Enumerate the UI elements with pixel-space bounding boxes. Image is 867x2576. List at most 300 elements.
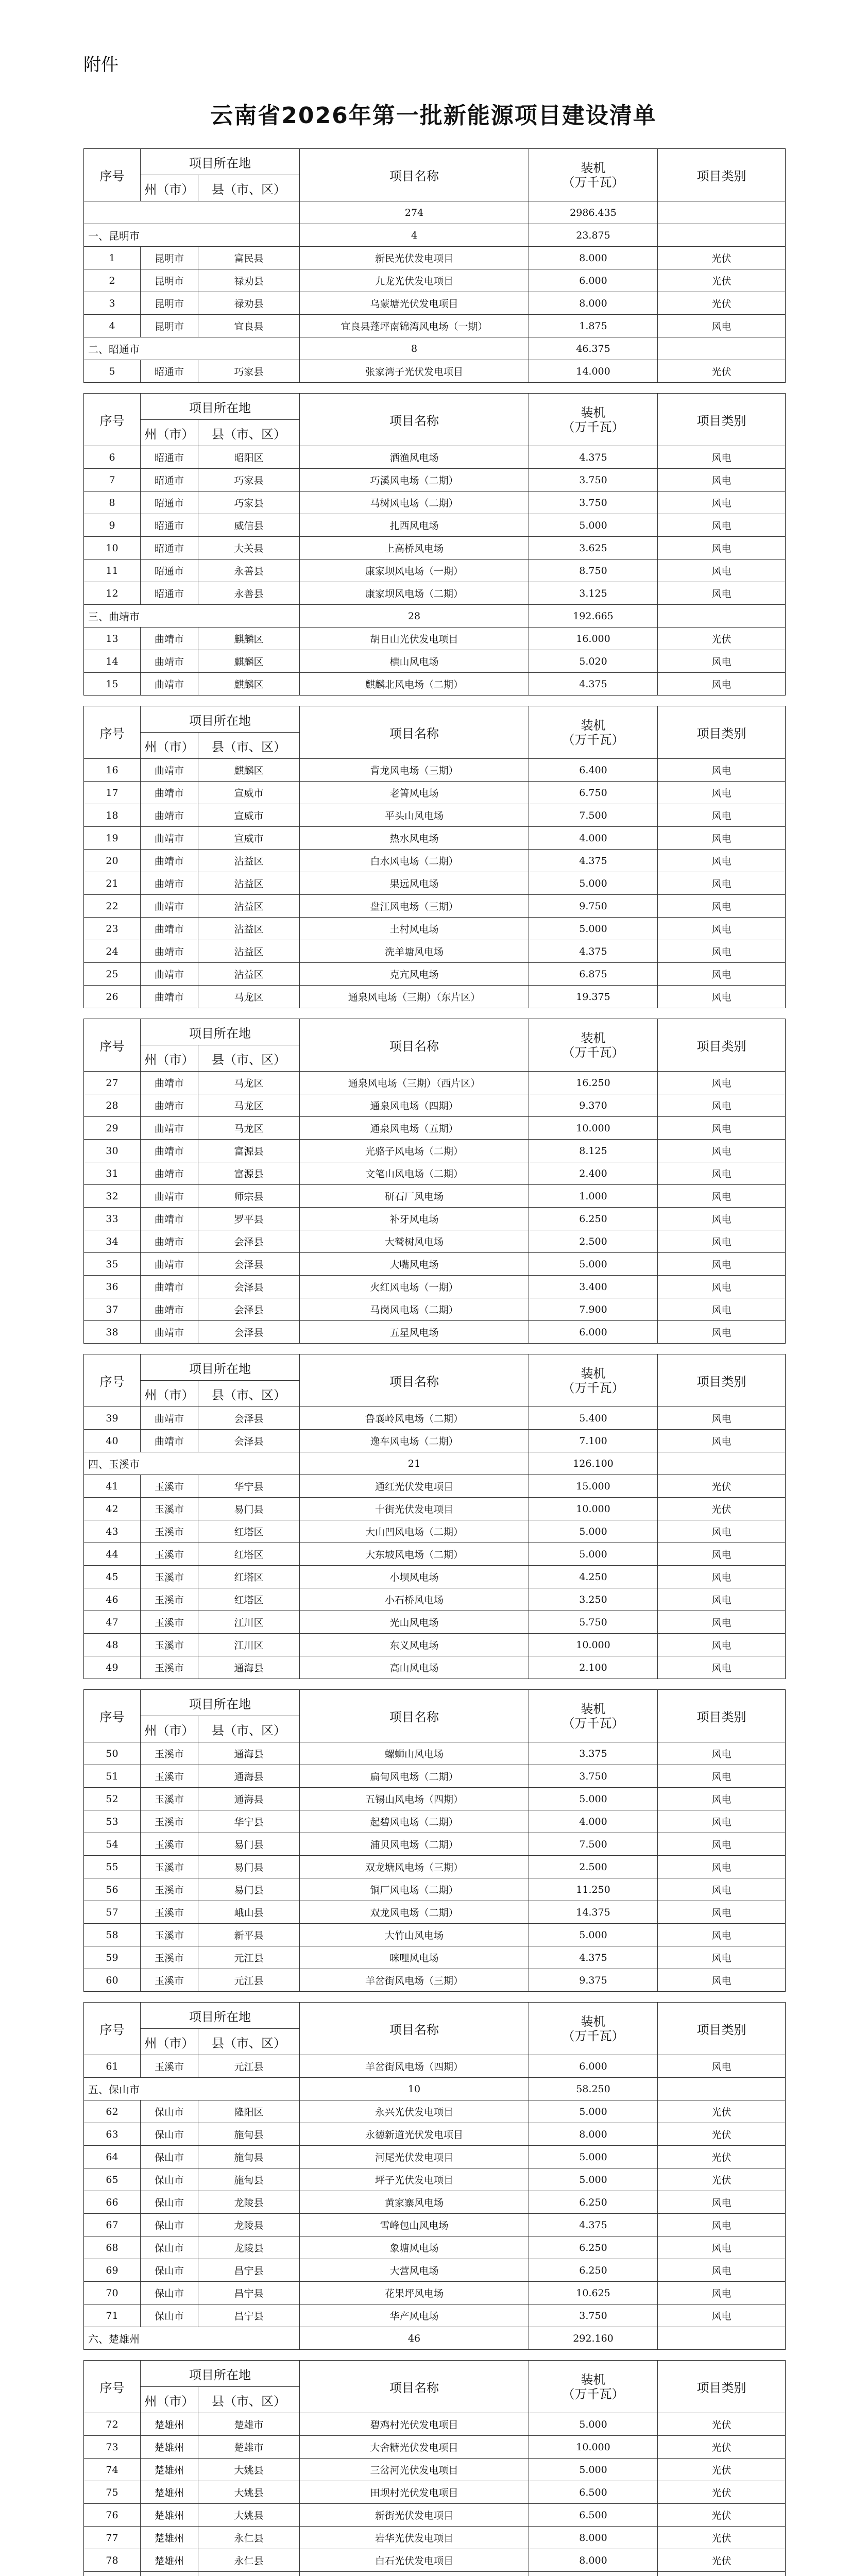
row-capacity: 6.250	[529, 2191, 658, 2214]
row-project-name: 横山风电场	[300, 650, 529, 673]
row-capacity: 3.250	[529, 1588, 658, 1611]
header-county: 县（市、区）	[198, 175, 300, 201]
row-seq: 67	[84, 2214, 141, 2236]
row-county: 施甸县	[198, 2123, 300, 2146]
group-count: 8	[300, 337, 529, 360]
group-category-blank	[658, 224, 786, 247]
row-capacity: 5.000	[529, 1520, 658, 1543]
row-project-name: 通泉风电场（三期）（东片区）	[300, 986, 529, 1008]
row-capacity: 6.000	[529, 1321, 658, 1344]
row-county: 龙陵县	[198, 2236, 300, 2259]
row-prefecture: 玉溪市	[141, 1833, 198, 1856]
row-prefecture: 保山市	[141, 2123, 198, 2146]
row-project-name: 永德新道光伏发电项目	[300, 2123, 529, 2146]
row-prefecture: 曲靖市	[141, 759, 198, 782]
row-prefecture: 保山市	[141, 2191, 198, 2214]
group-row	[84, 337, 786, 360]
table-row	[84, 804, 786, 827]
row-category: 风电	[658, 1856, 786, 1878]
header-capacity: 装机 （万千瓦）	[529, 1690, 658, 1742]
row-prefecture: 玉溪市	[141, 1810, 198, 1833]
row-project-name: 东义风电场	[300, 1634, 529, 1656]
row-seq: 12	[84, 582, 141, 605]
table-row	[84, 1298, 786, 1321]
row-capacity: 8.000	[529, 2549, 658, 2572]
row-prefecture: 曲靖市	[141, 1094, 198, 1117]
table-row	[84, 650, 786, 673]
table-row	[84, 1162, 786, 1185]
header-prefecture: 州（市）	[141, 1045, 198, 1072]
header-project-name: 项目名称	[300, 394, 529, 446]
row-project-name: 三岔河光伏发电项目	[300, 2459, 529, 2481]
row-category: 风电	[658, 2191, 786, 2214]
row-prefecture: 曲靖市	[141, 963, 198, 986]
row-category: 风电	[658, 1656, 786, 1679]
row-category: 风电	[658, 1117, 786, 1140]
row-project-name: 扁甸风电场（二期）	[300, 1765, 529, 1788]
table-row	[84, 782, 786, 804]
table-row	[84, 1520, 786, 1543]
table-row	[84, 940, 786, 963]
row-seq: 19	[84, 827, 141, 850]
row-county: 巧家县	[198, 492, 300, 514]
row-seq: 41	[84, 1475, 141, 1498]
row-category: 风电	[658, 1901, 786, 1924]
row-prefecture: 曲靖市	[141, 650, 198, 673]
row-project-name: 鲁襄岭风电场（二期）	[300, 1407, 529, 1430]
table-row	[84, 918, 786, 940]
row-county: 红塔区	[198, 1588, 300, 1611]
row-project-name: 岩华光伏发电项目	[300, 2527, 529, 2549]
row-seq: 52	[84, 1788, 141, 1810]
row-prefecture: 曲靖市	[141, 1430, 198, 1452]
row-seq: 6	[84, 446, 141, 469]
row-capacity: 4.375	[529, 850, 658, 872]
row-capacity: 6.875	[529, 963, 658, 986]
total-capacity: 2986.435	[529, 201, 658, 224]
row-prefecture: 曲靖市	[141, 986, 198, 1008]
row-county: 通海县	[198, 1788, 300, 1810]
header-prefecture: 州（市）	[141, 1381, 198, 1407]
row-category: 风电	[658, 1185, 786, 1208]
row-category: 风电	[658, 1810, 786, 1833]
row-seq: 33	[84, 1208, 141, 1230]
row-capacity: 6.250	[529, 1208, 658, 1230]
row-prefecture: 楚雄州	[141, 2527, 198, 2549]
table-row	[84, 315, 786, 337]
row-prefecture: 曲靖市	[141, 1276, 198, 1298]
row-project-name: 通泉风电场（四期）	[300, 1094, 529, 1117]
row-prefecture: 玉溪市	[141, 1924, 198, 1946]
row-county: 楚雄市	[198, 2436, 300, 2459]
row-seq: 71	[84, 2304, 141, 2327]
row-category: 风电	[658, 1634, 786, 1656]
row-county: 禄劝县	[198, 292, 300, 315]
row-category: 风电	[658, 560, 786, 582]
row-county: 大姚县	[198, 2481, 300, 2504]
row-seq: 27	[84, 1072, 141, 1094]
row-county: 大姚县	[198, 2504, 300, 2527]
row-capacity: 5.000	[529, 1253, 658, 1276]
group-category-blank	[658, 2327, 786, 2350]
table-row	[84, 1185, 786, 1208]
row-category: 光伏	[658, 2504, 786, 2527]
row-category: 风电	[658, 2214, 786, 2236]
row-capacity: 14.000	[529, 360, 658, 383]
row-project-name: 铜厂风电场（二期）	[300, 1878, 529, 1901]
row-prefecture: 玉溪市	[141, 1742, 198, 1765]
group-capacity: 192.665	[529, 605, 658, 628]
row-project-name: 坪子光伏发电项目	[300, 2168, 529, 2191]
row-seq: 1	[84, 247, 141, 269]
row-county: 永善县	[198, 582, 300, 605]
row-seq: 44	[84, 1543, 141, 1566]
table-row	[84, 628, 786, 650]
header-row	[84, 1690, 786, 1716]
row-project-name: 洒渔风电场	[300, 446, 529, 469]
row-category: 风电	[658, 1253, 786, 1276]
row-prefecture: 保山市	[141, 2168, 198, 2191]
row-prefecture: 昭通市	[141, 560, 198, 582]
table-row	[84, 1833, 786, 1856]
row-county: 会泽县	[198, 1230, 300, 1253]
row-seq: 77	[84, 2527, 141, 2549]
row-prefecture: 曲靖市	[141, 1162, 198, 1185]
row-category: 风电	[658, 2055, 786, 2078]
row-project-name: 小坝风电场	[300, 1566, 529, 1588]
row-county: 沾益区	[198, 918, 300, 940]
row-category: 光伏	[658, 269, 786, 292]
row-county: 新平县	[198, 1924, 300, 1946]
row-county: 江川区	[198, 1611, 300, 1634]
row-county: 大姚县	[198, 2459, 300, 2481]
table-row	[84, 850, 786, 872]
row-prefecture: 楚雄州	[141, 2549, 198, 2572]
header-category: 项目类别	[658, 149, 786, 201]
row-prefecture: 玉溪市	[141, 1634, 198, 1656]
row-seq: 65	[84, 2168, 141, 2191]
row-county: 沾益区	[198, 850, 300, 872]
row-seq: 7	[84, 469, 141, 492]
table-row	[84, 2168, 786, 2191]
row-county: 元江县	[198, 2055, 300, 2078]
row-capacity: 3.125	[529, 582, 658, 605]
header-seq: 序号	[84, 706, 141, 759]
row-prefecture: 昭通市	[141, 514, 198, 537]
row-project-name: 康家坝风电场（一期）	[300, 560, 529, 582]
row-project-name: 光山风电场	[300, 1611, 529, 1634]
table-row	[84, 1810, 786, 1833]
row-seq: 49	[84, 1656, 141, 1679]
row-project-name: 大舍糖光伏发电项目	[300, 2436, 529, 2459]
row-project-name: 羊岔街风电场（三期）	[300, 1969, 529, 1992]
project-table	[83, 706, 786, 1008]
row-county: 昌宁县	[198, 2304, 300, 2327]
row-project-name: 土村风电场	[300, 918, 529, 940]
row-seq: 56	[84, 1878, 141, 1901]
row-project-name: 大营风电场	[300, 2259, 529, 2282]
row-capacity: 3.400	[529, 1276, 658, 1298]
project-table	[83, 2360, 786, 2576]
group-row	[84, 605, 786, 628]
row-county: 会泽县	[198, 1298, 300, 1321]
row-county: 通海县	[198, 1742, 300, 1765]
row-capacity: 16.000	[529, 628, 658, 650]
row-capacity: 5.000	[529, 514, 658, 537]
row-project-name: 大山凹风电场（二期）	[300, 1520, 529, 1543]
row-county: 麒麟区	[198, 650, 300, 673]
row-project-name: 盘江风电场（三期）	[300, 895, 529, 918]
row-county: 富源县	[198, 1140, 300, 1162]
row-capacity: 8.000	[529, 247, 658, 269]
total-category-blank	[658, 201, 786, 224]
group-capacity: 58.250	[529, 2078, 658, 2100]
group-category-blank	[658, 337, 786, 360]
row-project-name: 宜良县蓬坪南锦湾风电场（一期）	[300, 315, 529, 337]
row-capacity: 8.125	[529, 1140, 658, 1162]
row-county: 富民县	[198, 247, 300, 269]
page-gap	[83, 696, 785, 706]
page-gap	[83, 1992, 785, 2002]
row-county: 峨山县	[198, 1901, 300, 1924]
row-seq: 34	[84, 1230, 141, 1253]
row-capacity: 10.625	[529, 2282, 658, 2304]
row-category: 风电	[658, 1765, 786, 1788]
header-row	[84, 706, 786, 733]
table-row	[84, 560, 786, 582]
row-capacity: 4.250	[529, 1566, 658, 1588]
table-row	[84, 1611, 786, 1634]
row-seq: 8	[84, 492, 141, 514]
row-county: 会泽县	[198, 1321, 300, 1344]
row-county: 昌宁县	[198, 2282, 300, 2304]
row-capacity: 10.000	[529, 1634, 658, 1656]
row-prefecture: 玉溪市	[141, 1765, 198, 1788]
row-county: 马龙区	[198, 1117, 300, 1140]
row-category: 光伏	[658, 360, 786, 383]
row-capacity: 5.000	[529, 2168, 658, 2191]
header-county: 县（市、区）	[198, 1045, 300, 1072]
row-seq: 48	[84, 1634, 141, 1656]
header-seq: 序号	[84, 394, 141, 446]
row-prefecture: 曲靖市	[141, 1140, 198, 1162]
header-location: 项目所在地	[141, 1019, 300, 1045]
row-seq: 59	[84, 1946, 141, 1969]
row-project-name: 白水风电场（二期）	[300, 850, 529, 872]
table-row	[84, 492, 786, 514]
row-capacity: 5.750	[529, 1611, 658, 1634]
row-capacity	[529, 2572, 658, 2576]
row-capacity: 6.250	[529, 2236, 658, 2259]
row-seq: 29	[84, 1117, 141, 1140]
group-category-blank	[658, 605, 786, 628]
row-category: 风电	[658, 895, 786, 918]
row-seq: 63	[84, 2123, 141, 2146]
row-capacity: 5.000	[529, 872, 658, 895]
header-category: 项目类别	[658, 1019, 786, 1072]
row-capacity: 2.400	[529, 1162, 658, 1185]
row-seq: 13	[84, 628, 141, 650]
row-category: 光伏	[658, 2413, 786, 2436]
row-capacity: 10.000	[529, 1117, 658, 1140]
table-row	[84, 1230, 786, 1253]
table-row	[84, 872, 786, 895]
project-table	[83, 148, 786, 383]
row-project-name: 花果坪风电场	[300, 2282, 529, 2304]
header-category: 项目类别	[658, 2361, 786, 2413]
attachment-label: 附件	[83, 55, 118, 75]
table-row	[84, 2236, 786, 2259]
row-category: 风电	[658, 1407, 786, 1430]
row-seq: 10	[84, 537, 141, 560]
header-row	[84, 149, 786, 175]
header-seq: 序号	[84, 149, 141, 201]
row-project-name: 老箐风电场	[300, 782, 529, 804]
row-category: 风电	[658, 1878, 786, 1901]
row-category: 风电	[658, 1833, 786, 1856]
row-prefecture: 昭通市	[141, 492, 198, 514]
row-capacity: 3.750	[529, 2304, 658, 2327]
row-project-name: 十街光伏发电项目	[300, 1498, 529, 1520]
header-project-name: 项目名称	[300, 2003, 529, 2055]
row-capacity: 3.750	[529, 469, 658, 492]
row-county: 师宗县	[198, 1185, 300, 1208]
row-seq: 47	[84, 1611, 141, 1634]
row-project-name: 背龙风电场（三期）	[300, 759, 529, 782]
row-seq: 74	[84, 2459, 141, 2481]
table-row	[84, 582, 786, 605]
group-count: 10	[300, 2078, 529, 2100]
row-category: 风电	[658, 782, 786, 804]
header-capacity: 装机 （万千瓦）	[529, 706, 658, 759]
row-category: 风电	[658, 1969, 786, 1992]
row-project-name: 补牙风电场	[300, 1208, 529, 1230]
header-capacity: 装机 （万千瓦）	[529, 2003, 658, 2055]
table-row	[84, 759, 786, 782]
header-category: 项目类别	[658, 706, 786, 759]
row-project-name: 田坝村光伏发电项目	[300, 2481, 529, 2504]
row-project-name: 上高桥风电场	[300, 537, 529, 560]
row-category: 风电	[658, 1321, 786, 1344]
row-prefecture: 曲靖市	[141, 872, 198, 895]
row-prefecture: 玉溪市	[141, 1901, 198, 1924]
row-capacity: 5.000	[529, 1924, 658, 1946]
row-prefecture: 玉溪市	[141, 1588, 198, 1611]
group-category-blank	[658, 1452, 786, 1475]
header-location: 项目所在地	[141, 2003, 300, 2029]
table-row	[84, 1788, 786, 1810]
row-seq: 53	[84, 1810, 141, 1833]
row-category: 风电	[658, 1924, 786, 1946]
row-seq: 43	[84, 1520, 141, 1543]
row-county: 罗平县	[198, 1208, 300, 1230]
row-project-name: 巧溪风电场（二期）	[300, 469, 529, 492]
row-project-name: 胡日山光伏发电项目	[300, 628, 529, 650]
header-seq: 序号	[84, 1690, 141, 1742]
header-county: 县（市、区）	[198, 2029, 300, 2055]
row-county: 马龙区	[198, 1094, 300, 1117]
table-row	[84, 1140, 786, 1162]
row-prefecture: 玉溪市	[141, 1566, 198, 1588]
group-row	[84, 2327, 786, 2350]
table-row	[84, 2214, 786, 2236]
header-location: 项目所在地	[141, 706, 300, 733]
row-capacity: 11.250	[529, 1878, 658, 1901]
row-project-name: 五锡山风电场（四期）	[300, 1788, 529, 1810]
row-category: 风电	[658, 582, 786, 605]
row-capacity: 6.500	[529, 2481, 658, 2504]
table-row	[84, 895, 786, 918]
group-row	[84, 2078, 786, 2100]
row-prefecture: 玉溪市	[141, 1969, 198, 1992]
row-project-name: 华产风电场	[300, 2304, 529, 2327]
group-label: 四、玉溪市	[84, 1452, 300, 1475]
page-gap	[83, 1344, 785, 1354]
table-row	[84, 2191, 786, 2214]
table-row	[84, 2055, 786, 2078]
row-seq: 37	[84, 1298, 141, 1321]
table-row	[84, 2413, 786, 2436]
row-seq: 9	[84, 514, 141, 537]
row-capacity: 4.000	[529, 1810, 658, 1833]
header-capacity: 装机 （万千瓦）	[529, 1354, 658, 1407]
header-prefecture: 州（市）	[141, 2387, 198, 2413]
row-prefecture: 昆明市	[141, 269, 198, 292]
row-project-name: 黄家寨风电场	[300, 2191, 529, 2214]
row-county	[198, 2572, 300, 2576]
row-county: 富源县	[198, 1162, 300, 1185]
row-category: 光伏	[658, 628, 786, 650]
project-table	[83, 1019, 786, 1344]
row-category: 风电	[658, 1946, 786, 1969]
table-row	[84, 292, 786, 315]
row-county: 易门县	[198, 1498, 300, 1520]
table-row	[84, 1475, 786, 1498]
row-prefecture: 保山市	[141, 2259, 198, 2282]
row-category: 风电	[658, 1520, 786, 1543]
row-project-name: 五星风电场	[300, 1321, 529, 1344]
table-row	[84, 1276, 786, 1298]
row-category	[658, 2572, 786, 2576]
table-row	[84, 2259, 786, 2282]
row-category: 风电	[658, 492, 786, 514]
row-capacity: 6.250	[529, 2259, 658, 2282]
row-prefecture: 曲靖市	[141, 628, 198, 650]
row-capacity: 5.000	[529, 2459, 658, 2481]
header-prefecture: 州（市）	[141, 175, 198, 201]
row-seq: 76	[84, 2504, 141, 2527]
row-county: 会泽县	[198, 1430, 300, 1452]
row-project-name: 扎西风电场	[300, 514, 529, 537]
row-category: 风电	[658, 1162, 786, 1185]
table-row	[84, 2436, 786, 2459]
row-project-name: 洗羊塘风电场	[300, 940, 529, 963]
header-seq: 序号	[84, 2003, 141, 2055]
row-county: 宜良县	[198, 315, 300, 337]
row-project-name: 永兴光伏发电项目	[300, 2100, 529, 2123]
row-county: 宣威市	[198, 804, 300, 827]
table-row	[84, 1543, 786, 1566]
row-county: 元江县	[198, 1969, 300, 1992]
table-row	[84, 2100, 786, 2123]
row-prefecture: 保山市	[141, 2100, 198, 2123]
row-capacity: 7.900	[529, 1298, 658, 1321]
row-category: 风电	[658, 469, 786, 492]
row-capacity: 6.500	[529, 2504, 658, 2527]
row-capacity: 5.000	[529, 2146, 658, 2168]
row-category: 风电	[658, 940, 786, 963]
row-seq: 62	[84, 2100, 141, 2123]
